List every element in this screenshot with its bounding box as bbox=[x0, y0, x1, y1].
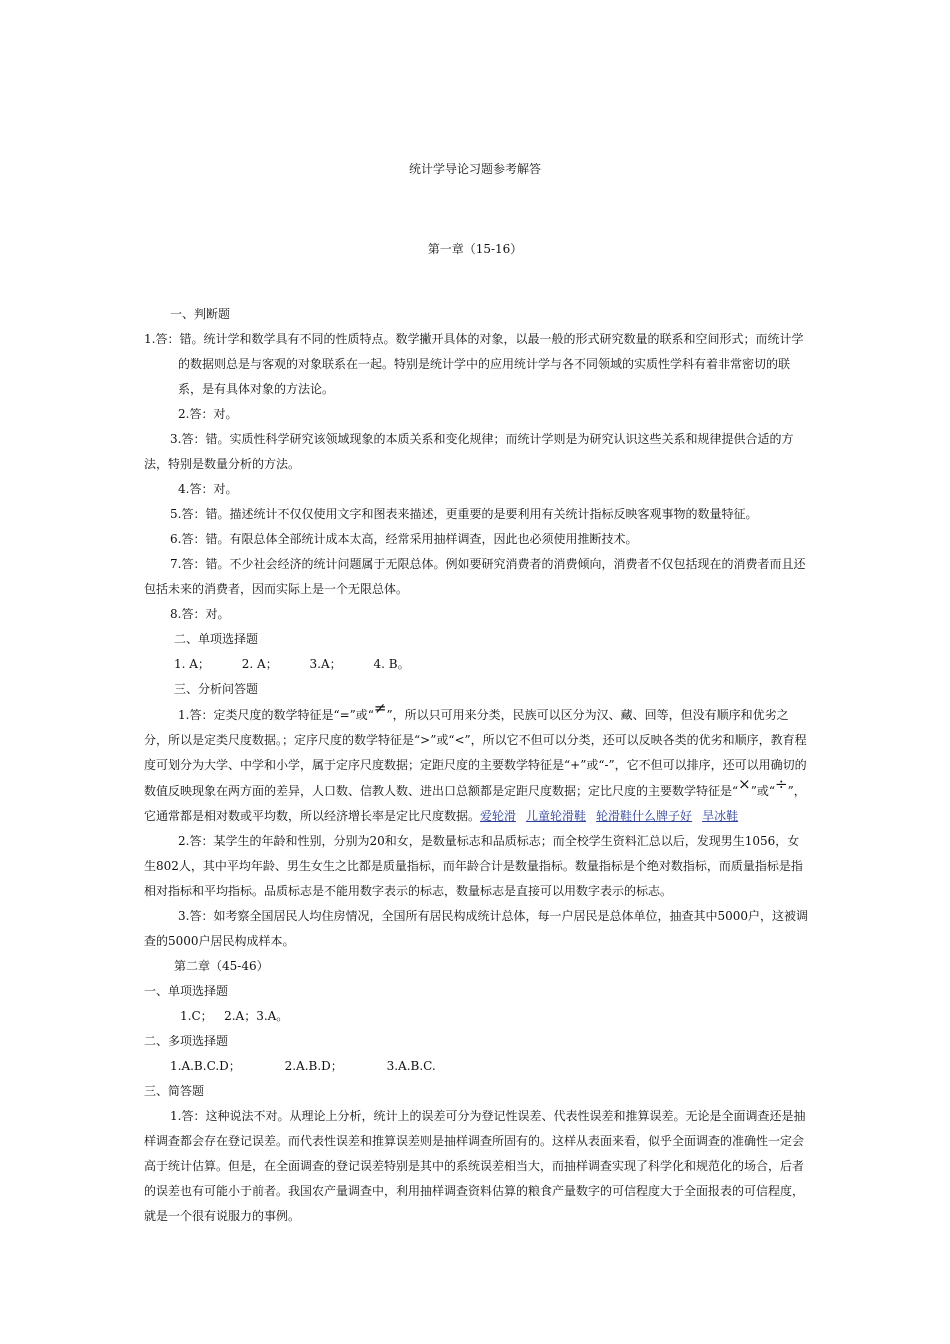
paragraph: 1.答：这种说法不对。从理论上分析，统计上的误差可分为登记性误差、代表性误差和推算误差。无论是全面调查还是抽样调查都会存在登记误差。而代表性误差和推算误差则是抽样调查所固有的。这样从表面来看，似乎全面调查的准确性一定会高于统计估算。但是，在全面调查的登记误差特别是其中的系统误差相当大，而抽样调查实现了科学化和规范化的场合，后者的误差也有可能小于前者。我国农产量调查中，利用抽样调查资料估算的粮食产量数字的可信程度大于全面报表的可信程度，就是一个很有说服力的事例。 bbox=[144, 1109, 806, 1223]
paragraph: 1.答：错。统计学和数学具有不同的性质特点。数学撇开具体的对象，以最一般的形式研究数量的联系和空间形式；而统计学的数据则总是与客观的对象联系在一起。特别是统计学中的应用统计学与各不同领域的实质性学科有着非常密切的联系，是有具体对象的方法论。 bbox=[144, 332, 804, 396]
ad-link[interactable]: 轮滑鞋什么牌子好 bbox=[596, 809, 693, 823]
section-heading: 二、单项选择题 bbox=[174, 632, 259, 646]
chapter2-heading: 第二章（45-46） bbox=[174, 959, 269, 973]
paragraph: 1.答：定类尺度的数学特征是“=”或“≠”，所以只可用来分类，民族可以区分为汉、藏、回等，但没有顺序和优劣之分，所以是定类尺度数据。；定序尺度的数学特征是“>”或“<”，所以它不但可以分类，还可以反映各类的优劣和顺序，教育程度可划分为大学、中学和小学，属于定序尺度数据；定距尺度的主要数学特征是“+”或“-”，它不但可以排序，还可以用确切的数值反映现象在两方面的差异，人口数、信教人数、进出口总额都是定距尺度数据；定比尺度的主要数学特征是“×”或“÷”，它通常都是相对数或平均数，所以经济增长率是定比尺度数据。爱轮滑 儿童轮滑鞋 轮滑鞋什么牌子好 旱冰鞋 bbox=[144, 699, 807, 823]
paragraph: 8.答：对。 bbox=[170, 607, 230, 621]
ad-link[interactable]: 旱冰鞋 bbox=[702, 809, 739, 823]
section-heading: 三、简答题 bbox=[144, 1084, 205, 1098]
paragraph: 3.答：错。实质性科学研究该领域现象的本质关系和变化规律；而统计学则是为研究认识这些关系和规律提供合适的方法，特别是数量分析的方法。 bbox=[144, 432, 794, 471]
section-heading: 二、多项选择题 bbox=[144, 1034, 229, 1048]
chapter1-heading: 第一章（15-16） bbox=[427, 242, 523, 256]
paragraph: 2.答：某学生的年龄和性别，分别为20和女，是数量标志和品质标志；而全校学生资料汇总以后，发现男生1056，女生802人，其中平均年龄、男生女生之比都是质量指标，而年龄合计是数量指标。数量指标是个绝对数指标，而质量指标是指相对指标和平均指标。品质标志是不能用数字表示的标志，数量标志是直接可以用数字表示的标志。 bbox=[144, 834, 803, 898]
answer-item: 4. B。 bbox=[373, 657, 410, 671]
section-heading: 一、单项选择题 bbox=[144, 984, 229, 998]
paragraph: 2.答：对。 bbox=[178, 407, 238, 421]
answer-list bbox=[144, 652, 809, 677]
paragraph: 7.答：错。不少社会经济的统计问题属于无限总体。例如要研究消费者的消费倾向，消费者不仅包括现在的消费者而且还包括未来的消费者，因而实际上是一个无限总体。 bbox=[144, 557, 806, 596]
paragraph: 3.答：如考察全国居民人均住房情况，全国所有居民构成统计总体，每一户居民是总体单位，抽查其中5000户，这被调查的5000户居民构成样本。 bbox=[144, 909, 808, 948]
document-title: 统计学导论习题参考解答 bbox=[408, 162, 541, 176]
ad-link[interactable]: 儿童轮滑鞋 bbox=[526, 809, 587, 823]
answer-item: 1.A.B.C.D； bbox=[170, 1059, 241, 1073]
document-body bbox=[144, 302, 809, 1229]
answer-list: 1.C； 2.A；3.A。 bbox=[180, 1009, 289, 1023]
divide-symbol: ÷ bbox=[775, 775, 788, 793]
ad-link[interactable]: 爱轮滑 bbox=[480, 809, 517, 823]
section-heading: 三、分析问答题 bbox=[174, 682, 259, 696]
answer-item: 3.A； bbox=[309, 657, 342, 671]
answer-item: 2. A； bbox=[241, 657, 278, 671]
answer-item: 1. A； bbox=[174, 657, 210, 671]
paragraph: 5.答：错。描述统计不仅仅使用文字和图表来描述，更重要的是要利用有关统计指标反映客观事物的数量特征。 bbox=[170, 507, 758, 521]
times-symbol: × bbox=[738, 775, 751, 793]
not-equal-symbol: ≠ bbox=[373, 699, 387, 717]
paragraph: 4.答：对。 bbox=[178, 482, 238, 496]
paragraph: 6.答：错。有限总体全部统计成本太高，经常采用抽样调查，因此也必须使用推断技术。 bbox=[170, 532, 638, 546]
answer-item: 2.A.B.D； bbox=[284, 1059, 343, 1073]
answer-item: 3.A.B.C. bbox=[386, 1059, 436, 1073]
section-heading: 一、判断题 bbox=[170, 307, 231, 321]
answer-list bbox=[144, 1054, 809, 1079]
